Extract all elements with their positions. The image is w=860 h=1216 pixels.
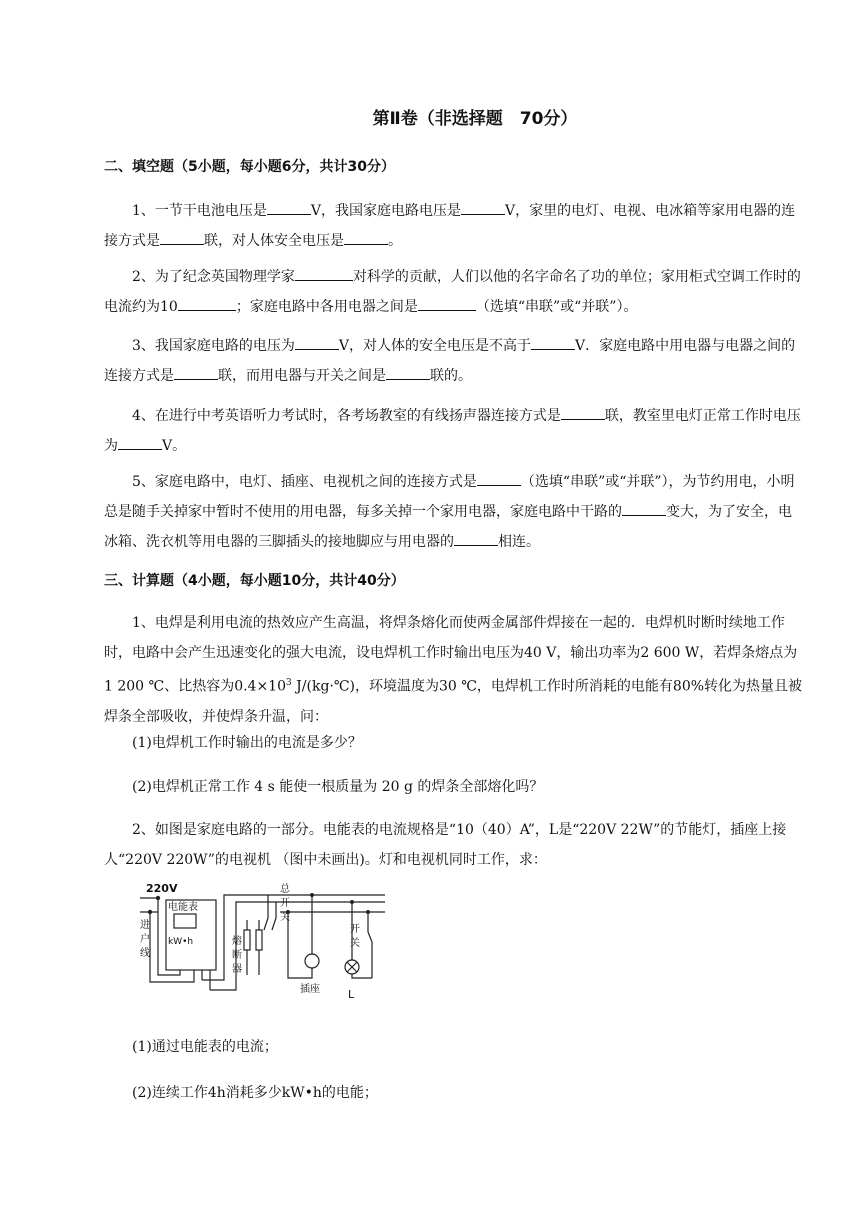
calc-question-1-part-2: (2)电焊机正常工作 4 s 能使一根质量为 20 g 的焊条全部熔化吗？ <box>132 779 544 795</box>
calc-question-2-part-1: (1)通过电能表的电流； <box>132 1039 278 1055</box>
fuse-label-3: 器 <box>232 964 242 975</box>
calc-question-2: 2、如图是家庭电路的一部分。电能表的电流规格是“10（40）A”，L是“220V 22W”的节能灯，插座上接人“220V 220W”的电视机 （图中未画出)。灯和电视机同时工作，求： <box>104 822 787 868</box>
incoming-label-3: 线 <box>140 948 150 959</box>
main-switch-label-1: 总 <box>280 884 290 895</box>
main-switch-label-2: 开 <box>280 898 290 909</box>
section-fill-in-heading: 二、填空题（5小题，每小题6分，共计30分） <box>104 159 395 175</box>
fill-question-1: 1、一节干电池电压是 V，我国家庭电路电压是 V，家里的电灯、电视、电冰箱等家用电器的连接方式是 联，对人体安全电压是 。 <box>104 196 804 256</box>
section-calc-heading: 三、计算题（4小题，每小题10分，共计40分） <box>104 573 405 589</box>
main-switch-label-3: 关 <box>280 912 290 923</box>
incoming-label-1: 进 <box>140 920 150 931</box>
calc-question-1-part-1: (1)电焊机工作时输出的电流是多少？ <box>132 735 362 751</box>
fuse-label-1: 熔 <box>232 936 242 947</box>
voltage-label: 220V <box>146 882 178 895</box>
household-circuit-diagram <box>140 880 390 1005</box>
calc-question-1: 1、电焊是利用电流的热效应产生高温，将焊条熔化而使两金属部件焊接在一起的．电焊机时断时续地工作时，电路中会产生迅速变化的强大电流，设电焊机工作时输出电压为40 V，输出功率为2 600 W，若焊条熔点为1 200 ℃、比热容为$0.4\times 10^3$ J/(kg·℃)，环境温度为30 ℃，电焊机工作时所消耗的电能有80%转化为热量且被焊条全部吸收，并使焊条升温，问： <box>104 615 803 725</box>
fill-question-5: 5、家庭电路中，电灯、插座、电视机之间的连接方式是 （选填“串联”或“并联”），为节约用电，小明总是随手关掉家中暂时不使用的用电器，每多关掉一个家用电器，家庭电路中干路的 变大，为了安全，电冰箱、洗衣机等用电器的三脚插头的接地脚应与用电器的 相连。 <box>104 467 804 557</box>
fill-question-4: 4、在进行中考英语听力考试时，各考场教室的有线扬声器连接方式是 联，教室里电灯正常工作时电压为 V。 <box>104 401 804 461</box>
lamp-label: L <box>348 988 355 1001</box>
meter-unit-label: kW•h <box>168 937 194 947</box>
incoming-label-2: 户 <box>140 934 150 945</box>
fill-question-3: 3、我国家庭电路的电压为 V，对人体的安全电压是不高于 V．家庭电路中用电器与电器之间的连接方式是 联，而用电器与开关之间是 联的。 <box>104 331 804 391</box>
calc-question-2-part-2: (2)连续工作4h消耗多少kW•h的电能； <box>132 1085 378 1101</box>
page-title: 第Ⅱ卷（非选择题 70分） <box>372 109 578 129</box>
switch-label-2: 关 <box>350 938 360 949</box>
meter-label: 电能表 <box>168 902 198 913</box>
socket-label: 插座 <box>300 984 320 995</box>
fill-question-2: 2、为了纪念英国物理学家 对科学的贡献，人们以他的名字命名了功的单位；家用柜式空调工作时的电流约为10 ；家庭电路中各用电器之间是 （选填“串联”或“并联”）。 <box>104 262 804 322</box>
fuse-label-2: 断 <box>232 950 242 961</box>
switch-label-1: 开 <box>350 924 360 935</box>
